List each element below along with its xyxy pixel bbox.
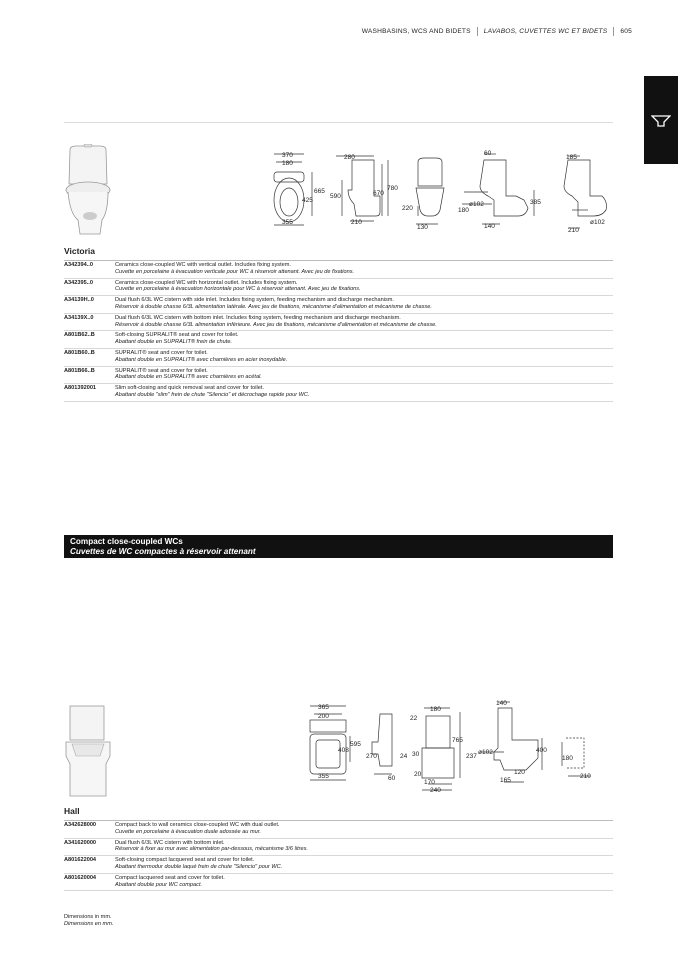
table-row [64, 313, 613, 331]
dim-label: 180 [282, 160, 293, 167]
dim-label: 780 [387, 185, 398, 192]
description-fr: Abattant double en SUPRALIT® frein de chute. [115, 339, 232, 346]
hall-product-image [62, 704, 114, 800]
description-fr: Réservoir à double chasse 6/3L alimentation inférieure. Avec jeu de fixations, mécanisme d'alimentation et mécanisme de chasse. [115, 321, 437, 328]
description-fr: Réservoir à fixer au mur avec alimentation par-dessous, mécanisme 3/6 litres. [115, 846, 308, 853]
dim-label: 24 [400, 753, 408, 760]
dim-label: 200 [318, 713, 329, 720]
banner-title-en: Compact close-coupled WCs [70, 537, 183, 546]
dim-label: 365 [318, 704, 329, 711]
product-code: A801620004 [64, 873, 115, 891]
section-title-en: WASHBASINS, WCS AND BIDETS [361, 28, 471, 35]
banner-title-fr: Cuvettes de WC compactes à réservoir attenant [70, 547, 256, 556]
running-header [362, 27, 632, 36]
description-fr: Abattant thermodur double laqué frein de chute "Silencio" pour WC. [115, 863, 283, 870]
dim-label: ø102 [590, 219, 605, 226]
dim-label: 210 [580, 773, 591, 780]
dim-label: 170 [424, 779, 435, 786]
product-code: A801392001 [64, 384, 115, 402]
dim-label: 590 [330, 193, 341, 200]
section-tab[interactable] [644, 76, 678, 164]
description-en: Compact lacquered seat and cover for toilet. [115, 874, 225, 881]
hall-code-table [64, 820, 613, 891]
product-code: A801B62..B [64, 331, 115, 349]
dim-label: 140 [484, 223, 495, 230]
dim-label: ø102 [469, 201, 484, 208]
table-row [64, 348, 613, 366]
dim-label: 130 [417, 224, 428, 231]
description-en: Dual flush 6/3L WC cistern with side inlet. Includes fixing system, feeding mechanism and discharge mechanism. [115, 297, 394, 304]
product-code: A801B60..B [64, 348, 115, 366]
product-code: A342628000 [64, 821, 115, 839]
description-en: Ceramics close-coupled WC with vertical outlet. Includes fixing system. [115, 262, 291, 268]
dim-label: 400 [536, 747, 547, 754]
description-en: Dual flush 6/3L WC cistern with bottom inlet. [115, 839, 225, 846]
victoria-code-table [64, 260, 613, 402]
table-row [64, 873, 613, 891]
dim-label: 180 [430, 706, 441, 713]
dim-label: 408 [338, 747, 349, 754]
product-code: A801622004 [64, 856, 115, 874]
dim-label: 240 [430, 787, 441, 794]
dim-label: 237 [466, 753, 477, 760]
footnote-fr: Dimensions en mm. [64, 921, 114, 927]
description-fr: Abattant double en SUPRALIT® avec charnières en acier inoxydable. [115, 356, 288, 363]
description-en: Compact back to wall ceramics close-coupled WC with dual outlet. [115, 822, 280, 828]
dim-label: 120 [514, 769, 525, 776]
table-row [64, 331, 613, 349]
table-row [64, 384, 613, 402]
victoria-product-image [62, 144, 112, 236]
dim-label: 60 [388, 775, 396, 782]
description-fr: Cuvette en porcelaine à évacuation horizontale pour WC à réservoir attenant. Avec jeu de fixations. [115, 286, 361, 293]
dim-label: 180 [458, 207, 469, 214]
dim-label: 670 [373, 190, 384, 197]
description-fr: Abattant double en SUPRALIT® avec charnières en acétal. [115, 374, 262, 381]
table-row [64, 261, 613, 279]
dim-label: 210 [351, 219, 362, 226]
description-en: SUPRALIT® seat and cover for toilet. [115, 367, 208, 374]
dim-label: 355 [282, 219, 293, 226]
wc-icon [651, 114, 671, 128]
dim-label: 140 [496, 700, 507, 707]
description-fr: Abattant double "slim" frein de chute "Silencio" et décrochage rapide pour WC. [115, 391, 310, 398]
dim-label: 210 [568, 227, 579, 234]
description-en: Ceramics close-coupled WC with horizontal outlet. Includes fixing system. [115, 279, 298, 286]
victoria-technical-drawings [262, 146, 614, 234]
dim-label: 425 [302, 197, 313, 204]
description-en: Slim soft-closing and quick removal seat and cover for toilet. [115, 385, 264, 392]
description-en: Soft-closing compact lacquered seat and cover for toilet. [115, 857, 255, 864]
dim-label: 30 [412, 751, 420, 758]
dim-label: 165 [500, 777, 511, 784]
dim-label: 185 [566, 154, 577, 161]
dim-label: 665 [314, 188, 325, 195]
table-row [64, 366, 613, 384]
description-fr: Abattant double pour WC compact. [115, 881, 203, 888]
table-row [64, 296, 613, 314]
section-banner [64, 535, 613, 558]
product-title-hall: Hall [64, 806, 80, 816]
dim-label: 22 [410, 715, 418, 722]
section-title-fr: LAVABOS, CUVETTES WC ET BIDETS [483, 28, 608, 35]
dim-label: 60 [484, 150, 492, 157]
dim-label: ø102 [478, 749, 493, 756]
product-title-victoria: Victoria [64, 246, 96, 256]
description-fr: Réservoir à double chasse 6/3L alimentation latérale. Avec jeu de fixations, mécanisme d'alimentation et mécanisme de chasse. [115, 303, 432, 310]
section-rule [64, 122, 613, 123]
table-row [64, 856, 613, 874]
dim-label: 280 [344, 154, 355, 161]
description-en: Soft-closing SUPRALIT® seat and cover for toilet. [115, 332, 239, 339]
footnote-en: Dimensions in mm. [64, 914, 112, 920]
hall-technical-drawings [300, 698, 614, 796]
description-fr: Cuvette en porcelaine à évacuation verticale pour WC à réservoir attenant. Avec jeu de fixations. [115, 268, 355, 275]
footnote [64, 914, 113, 928]
description-fr: Cuvette en porcelaine à évacuation duale adossée au mur. [115, 828, 261, 835]
dim-label: 20 [414, 771, 422, 778]
page-number: 605 [620, 28, 632, 35]
dim-label: 765 [452, 737, 463, 744]
product-code: A342394..0 [64, 261, 115, 279]
header-divider [613, 27, 614, 36]
dim-label: 595 [350, 741, 361, 748]
table-row [64, 838, 613, 856]
product-code: A34139X..0 [64, 313, 115, 331]
product-code: A342395..0 [64, 278, 115, 296]
dim-label: 180 [562, 755, 573, 762]
description-en: Dual flush 6/3L WC cistern with bottom inlet. Includes fixing system, feeding mechanism and discharge mechanism. [115, 314, 401, 321]
product-code: A801B66..B [64, 366, 115, 384]
dim-label: 385 [530, 199, 541, 206]
dim-label: 220 [402, 205, 413, 212]
description-en: SUPRALIT® seat and cover for toilet. [115, 349, 208, 356]
header-divider [477, 27, 478, 36]
product-code: A341620000 [64, 838, 115, 856]
dim-label: 270 [366, 753, 377, 760]
dim-label: 355 [318, 773, 329, 780]
product-code: A34139H..0 [64, 296, 115, 314]
table-row [64, 278, 613, 296]
dim-label: 370 [282, 152, 293, 159]
table-row [64, 821, 613, 839]
